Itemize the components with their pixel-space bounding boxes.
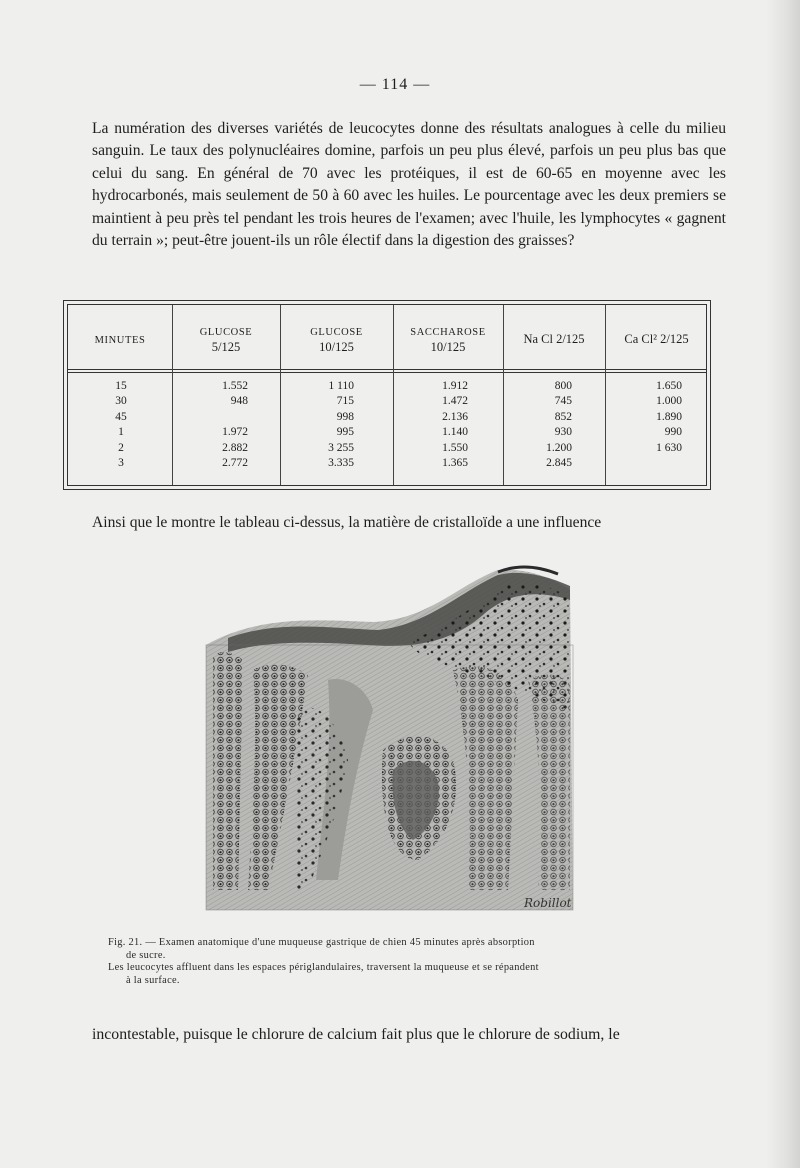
table-cell: 1.140 bbox=[442, 426, 468, 439]
table-cell: 1.200 bbox=[546, 441, 572, 454]
table-cell: 1.550 bbox=[442, 441, 468, 454]
paragraph-incontestable: incontestable, puisque le chlorure de calcium fait plus que le chlorure de sodium, le bbox=[92, 1026, 620, 1043]
table-cell: 1.890 bbox=[656, 410, 682, 423]
column-minutes bbox=[96, 379, 146, 471]
column-nacl bbox=[518, 379, 572, 471]
table-cell: 3 255 bbox=[328, 441, 354, 454]
table-cell: 45 bbox=[115, 410, 127, 423]
paragraph-influence: Ainsi que le montre le tableau ci-dessus, la matière de cristalloïde a une influence bbox=[92, 514, 602, 531]
data-table bbox=[63, 300, 711, 490]
table-cell: 1.552 bbox=[222, 380, 248, 392]
table-cell: 2.136 bbox=[442, 410, 468, 423]
paragraph-leucocytes: La numération des diverses variétés de leucocytes donne des résultats analogues à celle du milieu sanguin. Le taux des polynucléaires domine, parfois un peu plus élevé, parfois un peu plus bas que celui du sang. En général de 70 avec les protéiques, il est de 60-65 en moyenne avec les hydrocarbonés, mais seulement de 50 à 60 avec les huiles. Le pourcentage avec les deux premiers se maintient à peu près tel pendant les trois heures de l'examen; avec l'huile, les lymphocytes « gagnent du terrain »; peut-être jouent-ils un rôle électif dans la digestion des graisses? bbox=[92, 120, 726, 250]
table-cell: 1.972 bbox=[222, 426, 248, 439]
table-cell: 930 bbox=[554, 426, 572, 439]
table-cell: 2.772 bbox=[222, 456, 248, 469]
table-cell: 1.000 bbox=[656, 395, 682, 408]
header-nacl: Na Cl 2/125 bbox=[523, 332, 585, 346]
table-cell: 852 bbox=[554, 410, 572, 423]
header-minutes: MINUTES bbox=[94, 335, 146, 346]
table-cell: 1 110 bbox=[328, 380, 354, 392]
figure-caption bbox=[108, 937, 688, 987]
page-number: — 114 — bbox=[359, 76, 431, 93]
table-cell: 998 bbox=[336, 410, 354, 423]
gland-left bbox=[213, 652, 243, 890]
column-saccharose bbox=[410, 379, 468, 471]
table-cell: 3 bbox=[118, 456, 124, 469]
header-glucose-10: GLUCOSE 10/125 bbox=[310, 327, 363, 354]
page-edge-shadow bbox=[766, 0, 800, 1168]
table-cell: 2.845 bbox=[546, 456, 572, 469]
table-cell: 990 bbox=[664, 426, 682, 439]
histology-illustration bbox=[198, 560, 578, 920]
table-cell: 800 bbox=[554, 380, 572, 392]
table-cell: 2.882 bbox=[222, 441, 248, 454]
column-cacl bbox=[628, 379, 682, 471]
table-cell bbox=[628, 456, 682, 471]
caption-line: de sucre. bbox=[126, 949, 166, 961]
table-cell: 15 bbox=[115, 380, 127, 392]
table-cell: 1.472 bbox=[442, 395, 468, 408]
table-cell: 3.335 bbox=[328, 456, 354, 469]
header-rule-double bbox=[68, 372, 706, 373]
header-saccharose: SACCHAROSE 10/125 bbox=[410, 327, 486, 354]
table-cell bbox=[198, 410, 248, 425]
column-glucose-5 bbox=[198, 379, 248, 471]
table-cell: 30 bbox=[115, 395, 127, 408]
data-table-inner bbox=[67, 304, 707, 486]
caption-line: Fig. 21. — Examen anatomique d'une muqueuse gastrique de chien 45 minutes après absorption bbox=[108, 937, 535, 948]
header-cacl: Ca Cl² 2/125 bbox=[624, 332, 689, 346]
illustrator-signature: Robillot bbox=[524, 896, 572, 910]
header-rule bbox=[68, 369, 706, 370]
table-cell: 745 bbox=[554, 395, 572, 408]
column-glucose-10 bbox=[304, 379, 354, 471]
table-cell: 2 bbox=[118, 441, 124, 454]
table-cell: 948 bbox=[230, 395, 248, 408]
table-cell: 715 bbox=[336, 395, 354, 408]
table-cell: 1.912 bbox=[442, 380, 468, 392]
table-cell: 1.365 bbox=[442, 456, 468, 469]
table-cell: 1 630 bbox=[656, 441, 682, 454]
caption-line: Les leucocytes affluent dans les espaces périglandulaires, traversent la muqueuse et se répandent bbox=[108, 962, 539, 974]
table-cell: 1 bbox=[118, 426, 124, 439]
caption-line: à la surface. bbox=[126, 974, 180, 986]
header-glucose-5: GLUCOSE 5/125 bbox=[199, 327, 253, 354]
table-cell: 995 bbox=[336, 426, 354, 439]
table-cell: 1.650 bbox=[656, 380, 682, 392]
